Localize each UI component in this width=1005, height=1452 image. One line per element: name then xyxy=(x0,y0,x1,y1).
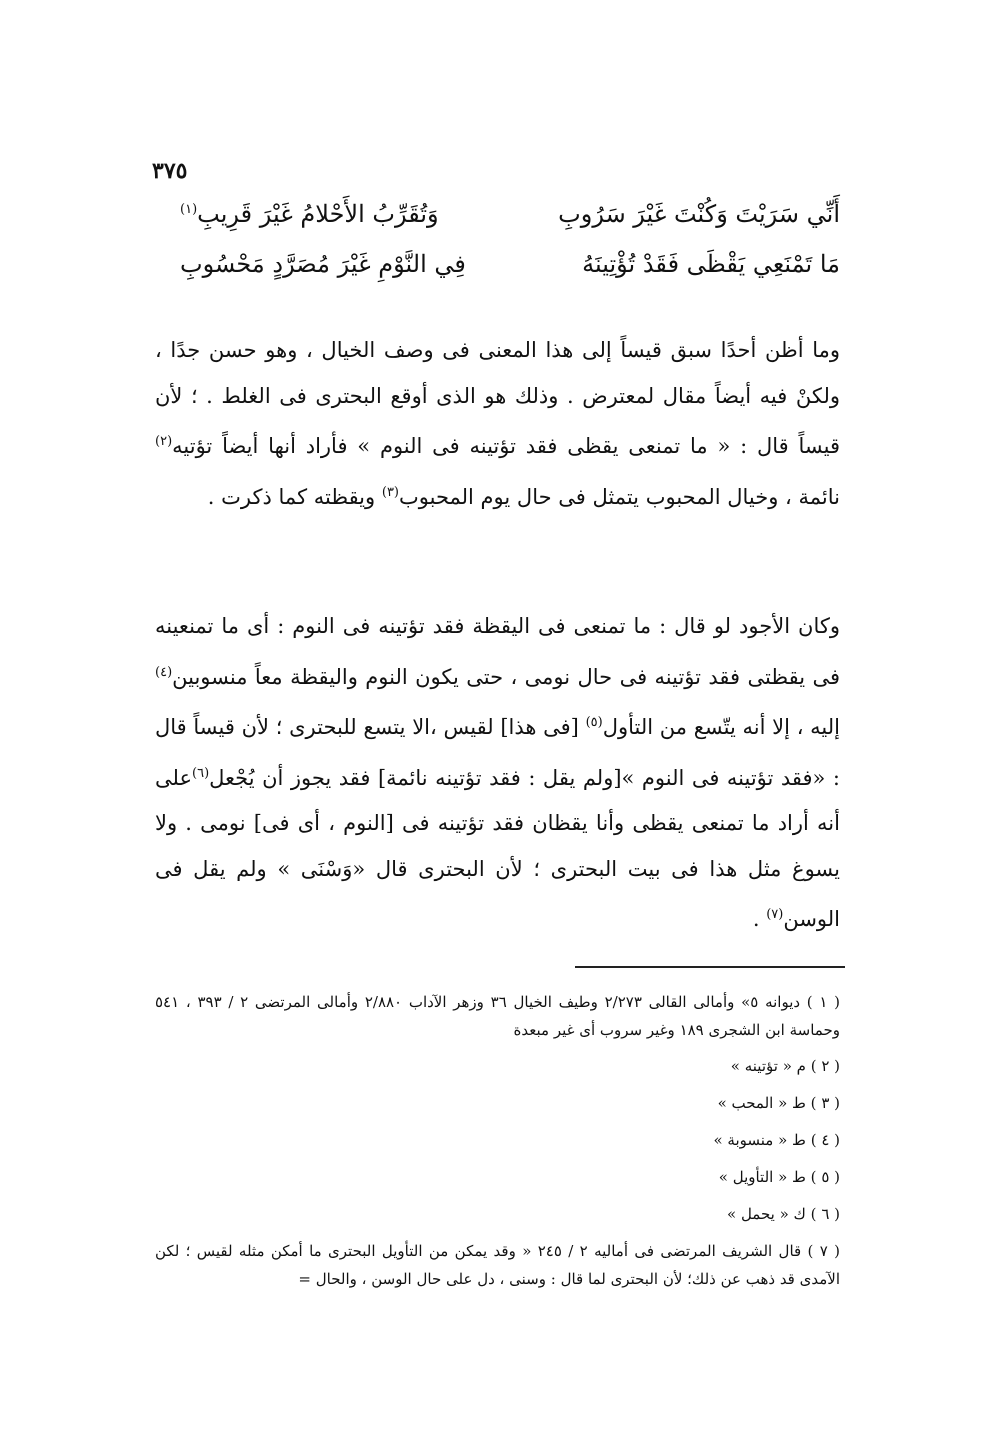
footnote-1: ( ١ ) ديوانه ٥» وأمالى القالى ٢/٢٧٣ وطيف الخيال ٣٦ وزهر الآداب ٢/٨٨٠ وأمالى المرتضى ٢ / ٣٩٣ ، ٥٤١ وحماسة ابن الشجرى ١٨٩ وغير سروب أى غير مبعدة xyxy=(155,993,840,1039)
paragraph-2-text-a: وكان الأجود لو قال : ما تمنعى فى اليقظة فقد تؤتينه فى النوم : أى ما تمنعينه فى يقظتى فقد تؤتينه فى حال نومى ، حتى يكون النوم واليقظة معاً منسوبين xyxy=(155,614,840,689)
paragraph-2-text-e: . xyxy=(752,907,767,931)
paragraph-2-text-b: إليه ، إلا أنه يتّسع من التأول xyxy=(602,715,840,739)
verse-1-second-text: وَتُقَرِّبُ الأَحْلامُ غَيْرَ قَرِيبِ xyxy=(197,200,439,228)
footnotes-list xyxy=(155,984,840,1297)
footnote-6: ( ٦ ) ك « يحمل » xyxy=(727,1205,840,1223)
footnote-ref-4: (٤) xyxy=(155,664,173,680)
verse-1-second-hemistich xyxy=(180,200,439,228)
footnote-ref-5: (٥) xyxy=(585,715,603,730)
footnote-2: ( ٢ ) م « تؤتينه » xyxy=(730,1057,840,1075)
footnote-ref-2: (٢) xyxy=(155,434,173,449)
verse-2-second-hemistich: فِي النَّوْمِ غَيْرَ مُصَرَّدٍ مَحْسُوبِ xyxy=(180,250,466,278)
paragraph-2-text-c: [فى هذا] لقيس ،الا يتسع للبحترى ؛ لأن قيساً قال : «فقد تؤتينه فى النوم »[ولم يقل : فقد تؤتينه نائمة] فقد يجوز أن يُجْعل xyxy=(155,715,840,790)
verse-2-first-hemistich: مَا تَمْنَعِي يَقْظَى فَقَدْ تُؤْتِينَهُ xyxy=(582,250,840,278)
page-number: ٣٧٥ xyxy=(152,158,188,184)
footnote-ref-3: (٣) xyxy=(381,484,399,500)
paragraph-1-text-b: نائمة ، وخيال المحبوب يتمثل فى حال يوم المحبوب xyxy=(399,484,840,509)
footnote-4: ( ٤ ) ط « منسوبة » xyxy=(713,1131,840,1149)
footnote-5: ( ٥ ) ط « التأويل » xyxy=(718,1168,840,1186)
paragraph-1-text-c: ويقظته كما ذكرت . xyxy=(207,484,382,509)
paragraph-1 xyxy=(155,328,840,520)
verse-line-1 xyxy=(180,200,840,250)
footnote-ref-6: (٦) xyxy=(192,765,210,781)
paragraph-1-text-a: وما أظن أحدًا سبق قيساً إلى هذا المعنى فى وصف الخيال ، وهو حسن جدًا ، ولكنْ فيه أيضاً مقال لمعترض . وذلك هو الذى أوقع البحترى فى الغلط . ؛ لأن قيساً قال : « ما تمنعى يقظى فقد تؤتينه فى النوم » فأراد أنها أيضاً تؤتيه xyxy=(155,338,840,458)
footnote-3: ( ٣ ) ط « المحب » xyxy=(717,1094,840,1112)
footnote-ref-1: (١) xyxy=(180,202,198,217)
paragraph-2-text-d: على أنه أراد ما تمنعى يقظى وأنا يقظان فقد تؤتينه فى [النوم ، أى فى] نومى . ولا يسوغ مثل هذا فى بيت البحترى ؛ لأن البحترى قال «وَسْنَى » ولم يقل فى الوسن xyxy=(155,765,840,931)
verse-block xyxy=(180,200,840,300)
footnote-7: ( ٧ ) قال الشريف المرتضى فى أماليه ٢ / ٢٤٥ « وقد يمكن من التأويل البحترى ما أمكن مثله لقيس ؛ لكن الآمدى قد ذهب عن ذلك؛ لأن البحترى لما قال : وسنى ، دل على حال الوسن ، والحال = xyxy=(155,1242,841,1288)
paragraph-2 xyxy=(155,604,840,943)
footnote-separator xyxy=(575,966,845,968)
verse-1-first-hemistich: أَنِّي سَرَيْتَ وَكُنْتَ غَيْرَ سَرُوبِ xyxy=(558,200,840,228)
footnote-ref-7: (٧) xyxy=(766,907,784,922)
verse-line-2 xyxy=(180,250,840,300)
